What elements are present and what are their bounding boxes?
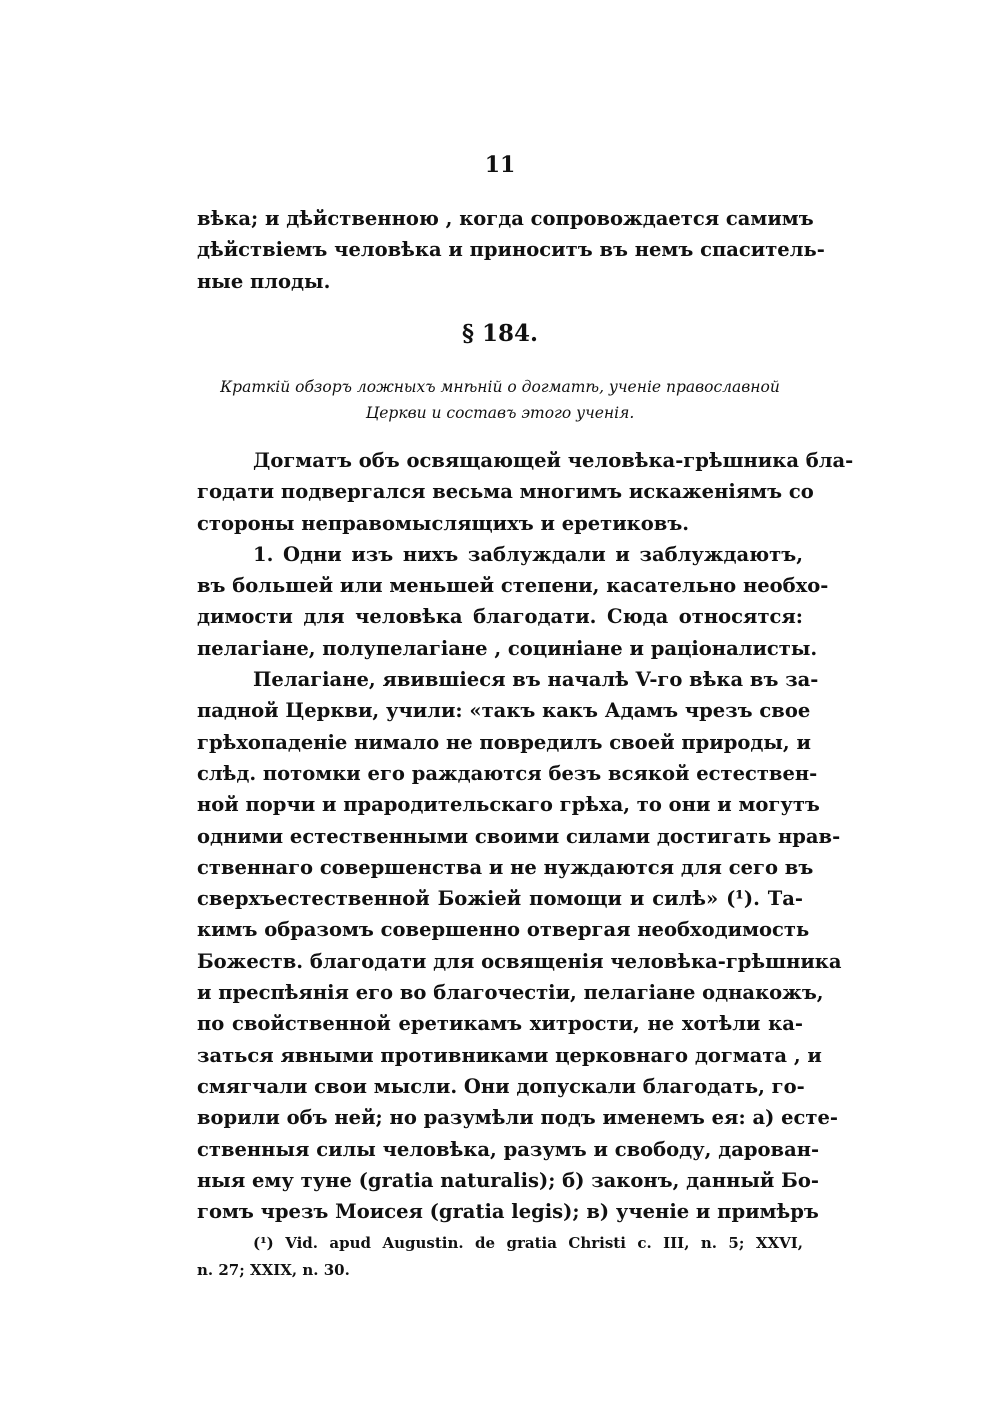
text-line: стороны неправомыслящихъ и еретиковъ. (197, 511, 690, 535)
subtitle-line: Церкви и составъ этого ученія. (365, 404, 635, 422)
text-line: падной Церкви, учили: «такъ какъ Адамъ чрезъ свое (197, 699, 811, 723)
text-line: Пелагіане, явившіеся въ началѣ V-го вѣка въ за- (253, 668, 819, 692)
text-line: ственныя силы человѣка, разумъ и свободу, дарован- (197, 1137, 820, 1161)
text-line: ные плоды. (197, 269, 331, 293)
text-line: годати подвергался весьма многимъ искаженіямъ со (197, 480, 814, 504)
subtitle-line: Краткій обзоръ ложныхъ мнѣній о догматѣ, ученіе православной (220, 378, 780, 396)
text-line: заться явными противниками церковнаго догмата , и (197, 1043, 822, 1067)
text-line: Божеств. благодати для освященія человѣка-грѣшника (197, 949, 842, 973)
footnote-line: n. 27; XXIX, n. 30. (197, 1261, 350, 1279)
text-line: ныя ему туне (gratia naturalis); б) законъ, данный Бо- (197, 1168, 819, 1192)
text-line: пелагіане, полупелагіане , социніане и раціоналисты. (197, 636, 818, 660)
main-text (197, 445, 854, 1227)
text-line: ственнаго совершенства и не нуждаются для сего въ (197, 855, 814, 879)
text-line: слѣд. потомки его раждаются безъ всякой естествен- (197, 761, 818, 785)
text-line: и преспѣянія его во благочестіи, пелагіане однакожъ, (197, 981, 824, 1005)
footnote-line: (¹) Vid. apud Augustin. de gratia Christi c. III, n. 5; XXVI, (253, 1234, 803, 1252)
text-line: смягчали свои мысли. Они допускали благодать, го- (197, 1074, 805, 1098)
text-line: 1. Одни изъ нихъ заблуждали и заблуждаютъ, (253, 542, 803, 566)
section-subtitle (197, 374, 803, 426)
text-line: по свойственной еретикамъ хитрости, не хотѣли ка- (197, 1012, 803, 1036)
text-line: дѣйствіемъ человѣка и приноситъ въ немъ спаситель- (197, 238, 825, 262)
text-line: грѣхопаденіе нимало не повредилъ своей природы, и (197, 730, 811, 754)
section-heading: § 184. (461, 320, 539, 347)
footnote (197, 1230, 803, 1284)
text-line: ной порчи и прародительскаго грѣха, то они и могутъ (197, 793, 820, 817)
text-line: димости для человѣка благодати. Сюда относятся: (197, 605, 803, 629)
text-line: въ большей или меньшей степени, касательно необхо- (197, 574, 829, 598)
text-line: кимъ образомъ совершенно отвергая необходимость (197, 918, 810, 942)
text-line: сверхъестественной Божіей помощи и силѣ» (¹). Та- (197, 887, 803, 911)
text-line: Догматъ объ освящающей человѣка-грѣшника бла- (253, 449, 854, 472)
text-line: гомъ чрезъ Моисея (gratia legis); в) ученіе и примѣръ (197, 1200, 819, 1224)
page-number: 11 (484, 152, 516, 178)
carryover-paragraph (197, 203, 825, 297)
text-line: одними естественными своими силами достигать нрав- (197, 824, 841, 848)
text-line: ворили объ ней; но разумѣли подъ именемъ ея: а) есте- (197, 1106, 838, 1130)
text-line: вѣка; и дѣйственною , когда сопровождается самимъ (197, 207, 814, 230)
